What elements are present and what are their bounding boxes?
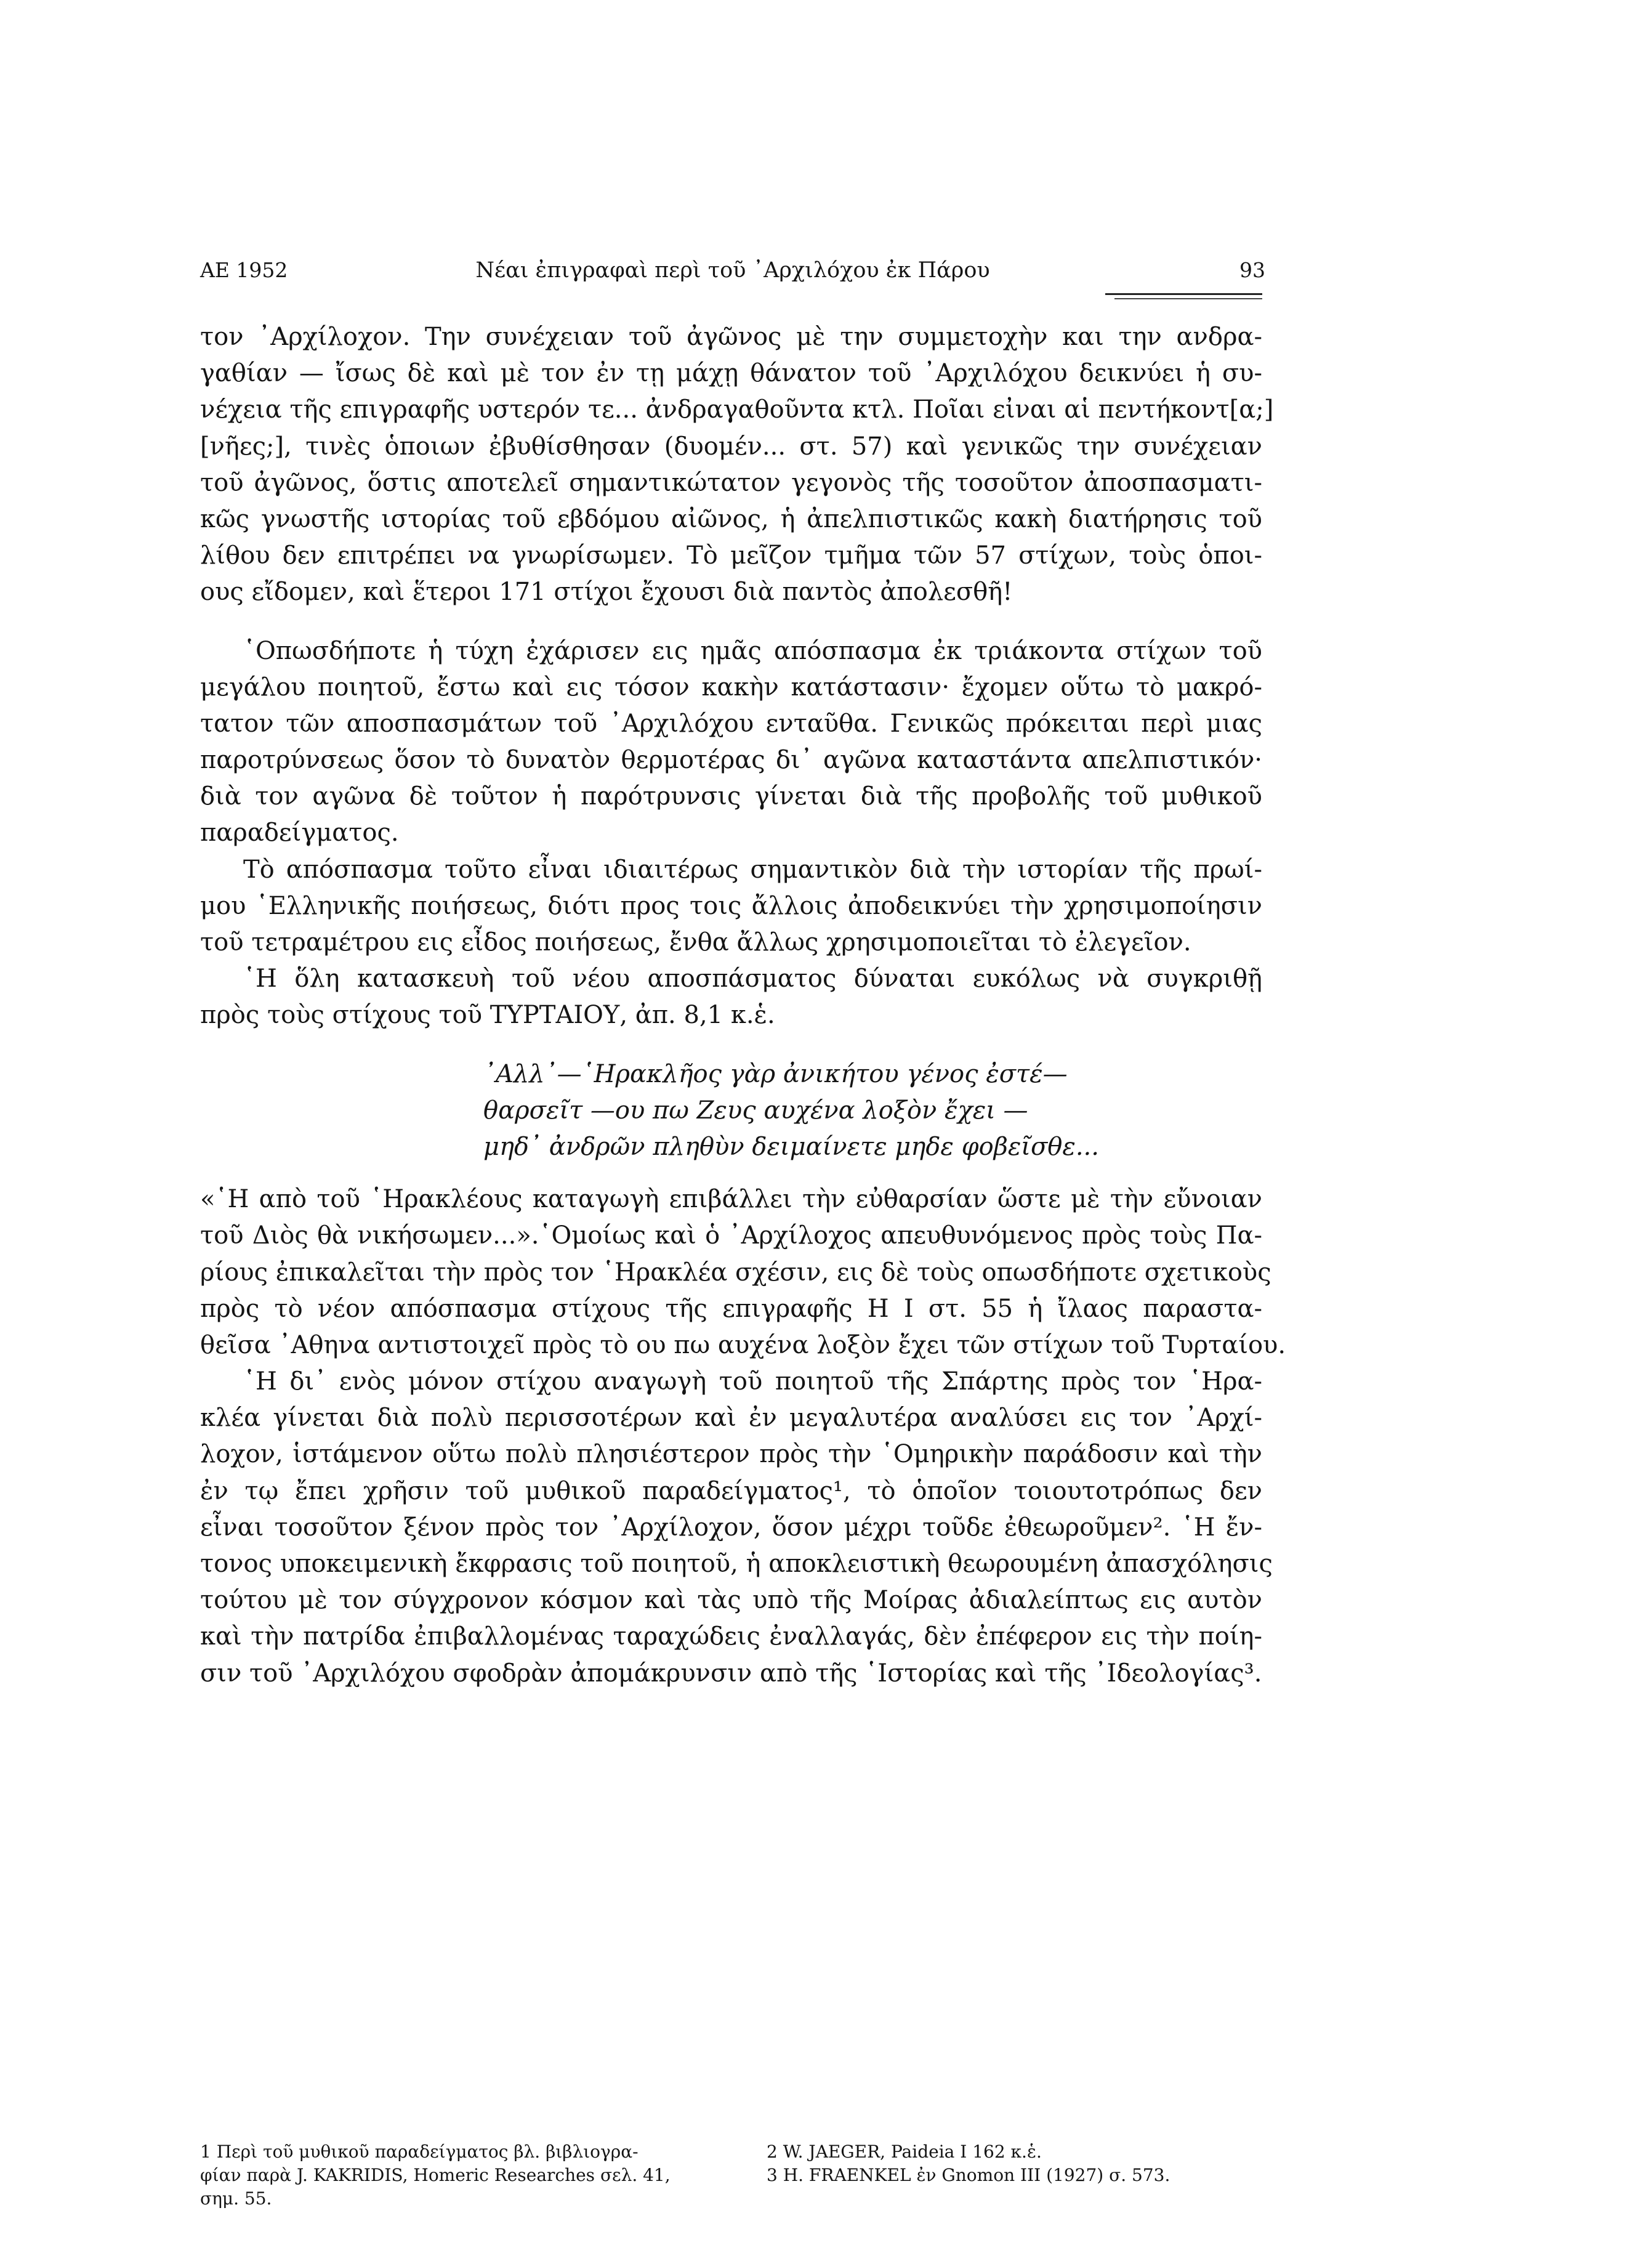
text-line: γαθίαν — ἴσως δὲ καὶ μὲ τον ἐν τῃ μάχῃ θάνατον τοῦ ᾽Αρχιλόχου δεικνύει ἡ συ- <box>200 359 1262 388</box>
text-line: τατον τῶν αποσπασμάτων τοῦ ᾽Αρχιλόχου ενταῦθα. Γενικῶς πρόκειται περὶ μιας <box>200 709 1262 738</box>
journal-issue: ΑΕ 1952 <box>200 258 288 282</box>
footnote-line: φίαν παρὰ J. KAKRIDIS, Homeric Researches σελ. 41, <box>200 2165 671 2185</box>
text-line: ῾Η ὅλη κατασκευὴ τοῦ νέου αποσπάσματος δύναται ευκόλως νὰ συγκριθῇ <box>243 965 1262 993</box>
header-rule-second <box>1114 298 1262 299</box>
verse-quotation <box>200 1056 1262 1166</box>
text-line: ῾Οπωσδήποτε ἡ τύχη ἐχάρισεν εις ημᾶς απόσπασμα ἐκ τριάκοντα στίχων τοῦ <box>243 636 1262 665</box>
text-line: λοχον, ἱστάμενον οὕτω πολὺ πλησιέστερον πρὸς τὴν ῾Ομηρικὴν παράδοσιν καὶ τὴν <box>200 1440 1262 1469</box>
footnote-column-left <box>200 2140 727 2210</box>
text-line: εἶναι τοσοῦτον ξένον πρὸς τον ᾽Αρχίλοχον, ὅσον μέχρι τοῦδε ἐθεωροῦμεν². ῾Η ἔν- <box>200 1513 1262 1542</box>
text-line: τοῦ ἀγῶνος, ὅστις αποτελεῖ σημαντικώτατον γεγονὸς τῆς τοσοῦτον ἀποσπασματι- <box>200 468 1262 497</box>
text-line: «῾Η απὸ τοῦ ῾Ηρακλέους καταγωγὴ επιβάλλει τὴν εὐθαρσίαν ὥστε μὲ τὴν εὔνοιαν <box>200 1185 1262 1214</box>
text-line: μεγάλου ποιητοῦ, ἔστω καὶ εις τόσον κακὴν κατάστασιν· ἔχομεν οὕτω τὸ μακρό- <box>200 673 1262 702</box>
page-number: 93 <box>1239 258 1265 282</box>
text-line: διὰ τον αγῶνα δὲ τοῦτον ἡ παρότρυνσις γίνεται διὰ τῆς προβολῆς τοῦ μυθικοῦ <box>200 782 1262 811</box>
footnote-line: σημ. 55. <box>200 2188 272 2209</box>
text-line: κλέα γίνεται διὰ πολὺ περισσοτέρων καὶ ἐν μεγαλυτέρα αναλύσει εις τον ᾽Αρχί- <box>200 1404 1262 1433</box>
text-line: ους εἴδομεν, καὶ ἕτεροι 171 στίχοι ἔχουσι διὰ παντὸς ἀπολεσθῆ! <box>200 578 1013 607</box>
verse-line: θαρσεῖτ —ου πω Ζευς αυχένα λοξὸν ἔχει — <box>483 1096 1028 1125</box>
text-line: καὶ τὴν πατρίδα ἐπιβαλλομένας ταραχώδεις ἐναλλαγάς, δὲν ἐπέφερον εις τὴν ποίη- <box>200 1622 1262 1651</box>
text-line: ρίους ἐπικαλεῖται τὴν πρὸς τον ῾Ηρακλέα σχέσιν, εις δὲ τοὺς οπωσδήποτε σχετικοὺς <box>200 1258 1271 1287</box>
paragraph-gap <box>200 611 1262 633</box>
text-line: ῾Η δι᾽ ενὸς μόνον στίχου αναγωγὴ τοῦ ποιητοῦ τῆς Σπάρτης πρὸς τον ῾Ηρα- <box>243 1367 1262 1396</box>
text-line: πρὸς τοὺς στίχους τοῦ ΤΥΡΤΑΙΟΥ, ἀπ. 8,1 κ.ἑ. <box>200 1001 775 1030</box>
paragraph-gap <box>200 1165 1262 1181</box>
footnote-column-right <box>767 2140 1262 2187</box>
verse-line: μηδ᾽ ἀνδρῶν πληθὺν δειμαίνετε μηδε φοβεῖσθε... <box>483 1132 1099 1161</box>
footnote-line: 3 H. FRAENKEL ἐν Gnomon III (1927) σ. 573. <box>767 2165 1171 2185</box>
text-line: κῶς γνωστῆς ιστορίας τοῦ εβδόμου αἰῶνος, ἡ ἀπελπιστικῶς κακὴ διατήρησις τοῦ <box>200 504 1262 533</box>
text-line: [νῆες;], τινὲς ὁποιων ἐβυθίσθησαν (δυομέν... στ. 57) καὶ γενικῶς την συνέχειαν <box>200 432 1262 461</box>
footnote-line: 1 Περὶ τοῦ μυθικοῦ παραδείγματος βλ. βιβλιογρα- <box>200 2142 639 2162</box>
text-line: ἐν τῳ ἔπει χρῆσιν τοῦ μυθικοῦ παραδείγματος¹, τὸ ὁποῖον τοιουτοτρόπως δεν <box>200 1476 1262 1505</box>
text-line: τονος υποκειμενικὴ ἔκφρασις τοῦ ποιητοῦ, ἡ αποκλειστικὴ θεωρουμένη ἀπασχόλησις <box>200 1550 1273 1578</box>
text-line: παραδείγματος. <box>200 819 399 847</box>
paragraph-gap <box>200 1034 1262 1056</box>
text-line: πρὸς τὸ νέον απόσπασμα στίχους τῆς επιγραφῆς Η Ι στ. 55 ἡ ἴλαος παραστα- <box>200 1294 1262 1323</box>
text-line: σιν τοῦ ᾽Αρχιλόχου σφοδρὰν ἀπομάκρυνσιν απὸ τῆς ῾Ιστορίας καὶ τῆς ᾽Ιδεολογίας³. <box>200 1659 1262 1688</box>
header-rule <box>1105 293 1262 295</box>
text-line: Τὸ απόσπασμα τοῦτο εἶναι ιδιαιτέρως σημαντικὸν διὰ τὴν ιστορίαν τῆς πρωί- <box>243 855 1262 884</box>
text-line: τον ᾽Αρχίλοχον. Την συνέχειαν τοῦ ἀγῶνος μὲ την συμμετοχὴν και την ανδρα- <box>200 323 1262 351</box>
footnote-line: 2 W. JAEGER, Paideia I 162 κ.ἑ. <box>767 2142 1042 2162</box>
text-line: μου ῾Ελληνικῆς ποιήσεως, διότι προς τοις ἄλλοις ἀποδεικνύει τὴν χρησιμοποίησιν <box>200 891 1262 920</box>
running-header <box>200 255 1265 286</box>
body-text <box>200 319 1286 1692</box>
verse-line: ᾽Αλλ᾽—῾Ηρακλῆος γὰρ ἀνικήτου γένος ἐστέ— <box>483 1059 1068 1088</box>
text-line: παροτρύνσεως ὅσον τὸ δυνατὸν θερμοτέρας δι᾽ αγῶνα καταστάντα απελπιστικόν· <box>200 746 1262 775</box>
text-line: λίθου δεν επιτρέπει να γνωρίσωμεν. Τὸ μεῖζον τμῆμα τῶν 57 στίχων, τοὺς ὁποι- <box>200 541 1262 570</box>
text-line: τοῦ τετραμέτρου εις εἶδος ποιήσεως, ἔνθα ἄλλως χρησιμοποιεῖται τὸ ἐλεγεῖον. <box>200 928 1191 957</box>
text-line: τοῦ Διὸς θὰ νικήσωμεν...».῾Ομοίως καὶ ὁ ᾽Αρχίλοχος απευθυνόμενος πρὸς τοὺς Πα- <box>200 1221 1262 1250</box>
text-line: νέχεια τῆς επιγραφῆς υστερόν τε... ἀνδραγαθοῦντα κτλ. Ποῖαι εἰναι αἱ πεντήκοντ[α;] <box>200 395 1274 424</box>
text-line: τούτου μὲ τον σύγχρονον κόσμον καὶ τὰς υπὸ τῆς Μοίρας ἀδιαλείπτως εις αυτὸν <box>200 1586 1262 1615</box>
text-line: θεῖσα ᾽Αθηνα αντιστοιχεῖ πρὸς τὸ ου πω αυχένα λοξὸν ἔχει τῶν στίχων τοῦ Τυρταίου. <box>200 1330 1286 1359</box>
article-title: Νέαι ἐπιγραφαὶ περὶ τοῦ ᾽Αρχιλόχου ἐκ Πάρου <box>475 258 990 283</box>
